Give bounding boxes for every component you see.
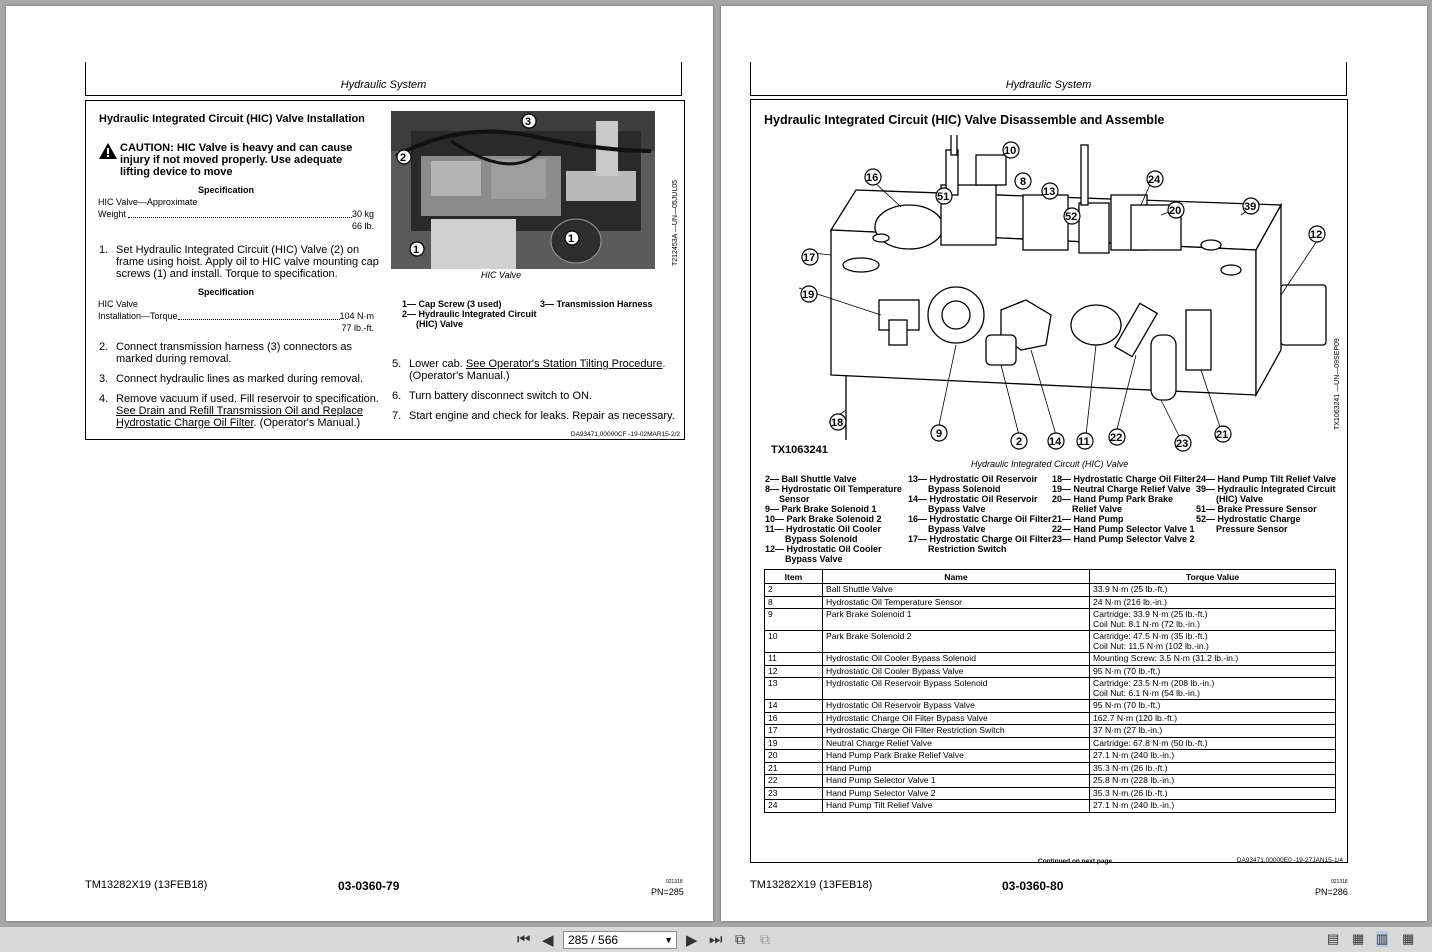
footer-doc-id: TM13282X19 (13FEB18) (85, 879, 208, 891)
table-row (765, 584, 1336, 597)
item-cell: 12 (765, 665, 823, 678)
spec-heading: Specification (197, 185, 254, 195)
first-page-icon[interactable]: ⏮ (517, 931, 531, 948)
footer-pn: PN=286 (1315, 887, 1348, 897)
name-cell: Hand Pump Selector Valve 2 (823, 787, 1090, 800)
torque-cell: 27.1 N·m (240 lb.-in.) (1090, 750, 1336, 763)
table-header: Name (823, 570, 1090, 584)
table-row (765, 665, 1336, 678)
chevron-down-icon[interactable]: ▼ (664, 935, 673, 945)
torque-table (764, 569, 1336, 813)
step-text: Connect hydraulic lines as marked during removal. (116, 373, 364, 385)
legend-column: 13— Hydrostatic Oil Reservoir Bypass Solenoid 14— Hydrostatic Oil Reservoir Bypass Valve 16— Hydrostatic Charge Oil Filter Bypass Valve 17— Hydrostatic Charge Oil Filter Restriction Switch (908, 474, 1052, 554)
name-cell: Hydrostatic Oil Temperature Sensor (823, 596, 1090, 609)
step-text: Turn battery disconnect switch to ON. (409, 390, 592, 402)
legend-column: 24— Hand Pump Tilt Relief Valve 39— Hydraulic Integrated Circuit (HIC) Valve 51— Brake Pressure Sensor 52— Hydrostatic Charge Pressure Sensor (1196, 474, 1336, 534)
section-title: Hydraulic Integrated Circuit (HIC) Valve Installation (99, 113, 365, 125)
svg-text:1: 1 (413, 244, 420, 256)
step-text: Lower cab. See Operator's Station Tilting Procedure. (Operator's Manual.) (409, 358, 666, 382)
footer-page-number: 03-0360-80 (1002, 879, 1064, 893)
hic-valve-diagram (761, 135, 1341, 460)
svg-text:23: 23 (1176, 438, 1189, 450)
torque-cell: Cartridge: 47.5 N·m (35 lb.-ft.) Coil Nut: 11.5 N·m (102 lb.-in.) (1090, 631, 1336, 653)
svg-text:22: 22 (1110, 432, 1123, 444)
item-cell: 24 (765, 800, 823, 813)
name-cell: Hydrostatic Oil Cooler Bypass Solenoid (823, 653, 1090, 666)
item-cell: 22 (765, 775, 823, 788)
step-text: Connect transmission harness (3) connectors as marked during removal. (116, 341, 352, 365)
svg-text:8: 8 (1020, 176, 1027, 188)
torque-cell: 27.1 N·m (240 lb.-in.) (1090, 800, 1336, 813)
table-header: Item (765, 570, 823, 584)
name-cell: Hydrostatic Oil Reservoir Bypass Solenoid (823, 678, 1090, 700)
torque-cell: 25.8 N·m (228 lb.-in.) (1090, 775, 1336, 788)
section-title: Hydraulic Integrated Circuit (HIC) Valve Disassemble and Assemble (764, 113, 1165, 127)
item-cell: 8 (765, 596, 823, 609)
name-cell: Hand Pump (823, 762, 1090, 775)
torque-cell: 37 N·m (27 lb.-in.) (1090, 725, 1336, 738)
legend-item: (HIC) Valve (416, 319, 464, 329)
svg-text:39: 39 (1244, 201, 1257, 213)
photo-caption: HIC Valve (481, 270, 522, 280)
svg-text:1: 1 (568, 233, 575, 245)
side-id: TX1063241 —UN—09SEP09 (1334, 338, 1341, 430)
step-number: 3. (99, 373, 109, 385)
svg-text:20: 20 (1169, 205, 1182, 217)
page-header (750, 62, 1347, 96)
left-page (6, 6, 713, 921)
item-cell: 9 (765, 609, 823, 631)
table-row (765, 787, 1336, 800)
name-cell: Hydrostatic Oil Reservoir Bypass Valve (823, 700, 1090, 713)
torque-cell: 162.7 N·m (120 lb.-ft.) (1090, 712, 1336, 725)
drain-refill-link[interactable]: See Drain and Refill Transmission Oil and Replace (116, 405, 364, 417)
table-row (765, 700, 1336, 713)
dot-leader (128, 217, 352, 218)
torque-cell: 33.9 N·m (25 lb.-ft.) (1090, 584, 1336, 597)
torque-cell: 24 N·m (216 lb.-in.) (1090, 596, 1336, 609)
fit-page-icon[interactable]: ⧉ (735, 931, 745, 947)
svg-text:17: 17 (803, 252, 816, 264)
table-row (765, 800, 1336, 813)
disassemble-section (750, 99, 1348, 863)
legend-item: 3— Transmission Harness (540, 299, 653, 309)
spec-label: Weight (98, 209, 126, 219)
torque-cell: 95 N·m (70 lb.-ft.) (1090, 700, 1336, 713)
svg-text:3: 3 (525, 116, 532, 128)
table-row (765, 631, 1336, 653)
svg-text:12: 12 (1310, 229, 1323, 241)
rotate-icon[interactable]: ⧉ (760, 931, 770, 947)
item-cell: 2 (765, 584, 823, 597)
name-cell: Park Brake Solenoid 2 (823, 631, 1090, 653)
name-cell: Hydrostatic Charge Oil Filter Bypass Valve (823, 712, 1090, 725)
footer-tiny: 021318 (666, 879, 683, 885)
table-row (765, 775, 1336, 788)
spec-value: 77 lb.-ft. (341, 323, 374, 333)
name-cell: Hydrostatic Charge Oil Filter Restriction Switch (823, 725, 1090, 738)
install-section (85, 100, 685, 440)
spec-label: Installation—Torque (98, 311, 178, 321)
torque-cell: Cartridge: 23.5 N·m (208 lb.-in.) Coil Nut: 6.1 N·m (54 lb.-in.) (1090, 678, 1336, 700)
name-cell: Hand Pump Park Brake Relief Valve (823, 750, 1090, 763)
footer-page-number: 03-0360-79 (338, 879, 400, 893)
name-cell: Hand Pump Selector Valve 1 (823, 775, 1090, 788)
figure-id: TX1063241 (771, 444, 828, 456)
name-cell: Neutral Charge Relief Valve (823, 737, 1090, 750)
svg-text:18: 18 (831, 417, 844, 429)
item-cell: 17 (765, 725, 823, 738)
item-cell: 14 (765, 700, 823, 713)
drain-refill-link[interactable]: Hydrostatic Charge Oil Filter (116, 417, 254, 429)
item-cell: 11 (765, 653, 823, 666)
spec-heading: Specification (197, 287, 254, 297)
right-page (721, 6, 1427, 921)
svg-text:16: 16 (866, 172, 879, 184)
torque-cell: Cartridge: 67.8 N·m (50 lb.-ft.) (1090, 737, 1336, 750)
figure-caption: Hydraulic Integrated Circuit (HIC) Valve (971, 459, 1129, 469)
item-cell: 20 (765, 750, 823, 763)
spec-value: 104 N·m (339, 311, 374, 321)
item-cell: 23 (765, 787, 823, 800)
item-cell: 21 (765, 762, 823, 775)
footer-tiny: 021318 (1331, 879, 1348, 885)
table-row (765, 737, 1336, 750)
table-row (765, 609, 1336, 631)
continued-note: Continued on next page (1038, 858, 1113, 865)
legend-column: 2— Ball Shuttle Valve 8— Hydrostatic Oil Temperature Sensor 9— Park Brake Solenoid 1 10— Park Brake Solenoid 2 11— Hydrostatic Oil Cooler Bypass Solenoid 12— Hydrostatic Oil Cooler Bypass Valve (765, 474, 902, 564)
svg-text:52: 52 (1065, 211, 1078, 223)
cab-tilting-link[interactable]: See Operator's Station Tilting Procedure (465, 358, 663, 370)
step-number: 1. (99, 244, 109, 256)
step-number: 4. (99, 393, 109, 405)
two-page-continuous-icon[interactable]: ▦ (1402, 931, 1415, 946)
name-cell: Park Brake Solenoid 1 (823, 609, 1090, 631)
side-id: T212453A —UN—05JUL05 (672, 180, 679, 266)
table-row (765, 596, 1336, 609)
table-row (765, 712, 1336, 725)
spec-line: HIC Valve—Approximate (98, 197, 198, 207)
torque-cell: Mounting Screw: 3.5 N·m (31.2 lb.-in.) (1090, 653, 1336, 666)
page-number-input[interactable]: 285 / 566 ▼ (563, 931, 677, 949)
item-cell: 13 (765, 678, 823, 700)
header-text: Hydraulic System (1005, 79, 1092, 91)
item-cell: 10 (765, 631, 823, 653)
step-number: 5. (392, 358, 402, 370)
footer-doc-id: TM13282X19 (13FEB18) (750, 879, 873, 891)
next-page-icon[interactable]: ▶ (686, 932, 698, 949)
warning-icon (98, 142, 118, 160)
viewer-toolbar (0, 927, 1432, 952)
svg-text:2: 2 (400, 152, 407, 164)
name-cell: Ball Shuttle Valve (823, 584, 1090, 597)
hic-valve-photo (391, 111, 655, 269)
svg-text:10: 10 (1004, 145, 1017, 157)
reference-code: DA93471,00000CF -19-02MAR15-2/2 (570, 431, 680, 438)
legend-item: 1— Cap Screw (3 used) (402, 299, 502, 309)
table-row (765, 653, 1336, 666)
svg-text:9: 9 (936, 428, 943, 440)
legend-column: 18— Hydrostatic Charge Oil Filter 19— Neutral Charge Relief Valve 20— Hand Pump Park Brake Relief Valve 21— Hand Pump 22— Hand Pump Selector Valve 1 23— Hand Pump Selector Valve 2 (1052, 474, 1196, 544)
page-header (85, 62, 682, 96)
torque-cell: 35.3 N·m (26 lb.-ft.) (1090, 762, 1336, 775)
svg-text:11: 11 (1078, 436, 1090, 448)
table-header: Torque Value (1090, 570, 1336, 584)
footer-pn: PN=285 (651, 887, 684, 897)
svg-text:51: 51 (937, 191, 950, 203)
header-text: Hydraulic System (340, 79, 427, 91)
step-text: Start engine and check for leaks. Repair as necessary. (409, 410, 675, 422)
torque-cell: 35.3 N·m (26 lb.-ft.) (1090, 787, 1336, 800)
step-number: 7. (392, 410, 402, 422)
continuous-view-icon[interactable]: ▦ (1352, 931, 1365, 946)
reference-code: DA93471,00000E0 -19-27JAN15-1/4 (1236, 857, 1343, 864)
torque-cell: Cartridge: 33.9 N·m (25 lb.-ft.) Coil Nut: 8.1 N·m (72 lb.-in.) (1090, 609, 1336, 631)
last-page-icon[interactable]: ⏭ (709, 931, 723, 948)
svg-text:14: 14 (1049, 436, 1062, 448)
single-page-view-icon[interactable]: ▤ (1327, 931, 1340, 946)
name-cell: Hydrostatic Oil Cooler Bypass Valve (823, 665, 1090, 678)
svg-text:13: 13 (1043, 186, 1056, 198)
item-cell: 16 (765, 712, 823, 725)
caution-text: CAUTION: HIC Valve is heavy and can cause injury if not moved properly. Use adequate lifting device to move (120, 142, 353, 178)
item-cell: 19 (765, 737, 823, 750)
two-page-view-icon[interactable]: ▥ (1376, 931, 1389, 946)
torque-cell: 95 N·m (70 lb.-ft.) (1090, 665, 1336, 678)
svg-text:19: 19 (802, 289, 815, 301)
svg-text:21: 21 (1216, 429, 1229, 441)
svg-text:24: 24 (1148, 174, 1161, 186)
table-row (765, 678, 1336, 700)
name-cell: Hand Pump Tilt Relief Valve (823, 800, 1090, 813)
prev-page-icon[interactable]: ◀ (542, 932, 554, 949)
spec-value: 66 lb. (351, 221, 374, 231)
step-number: 2. (99, 341, 109, 353)
step-number: 6. (392, 390, 402, 402)
table-row (765, 725, 1336, 738)
svg-text:2: 2 (1016, 436, 1023, 448)
step-text: Remove vacuum if used. Fill reservoir to specification. See Drain and Refill Transmission Oil and Replace Hydrostatic Charge Oil Filter. (Operator's Manual.) (116, 393, 379, 429)
spec-line: HIC Valve (98, 299, 138, 309)
table-row (765, 750, 1336, 763)
legend-item: 2— Hydraulic Integrated Circuit (402, 309, 537, 319)
dot-leader (178, 319, 340, 320)
step-text: Set Hydraulic Integrated Circuit (HIC) Valve (2) on frame using hoist. Apply oil to HIC valve mounting cap screws (1) and install. Torque to specification. (116, 244, 379, 280)
table-row (765, 762, 1336, 775)
spec-value: 30 kg (351, 209, 374, 219)
